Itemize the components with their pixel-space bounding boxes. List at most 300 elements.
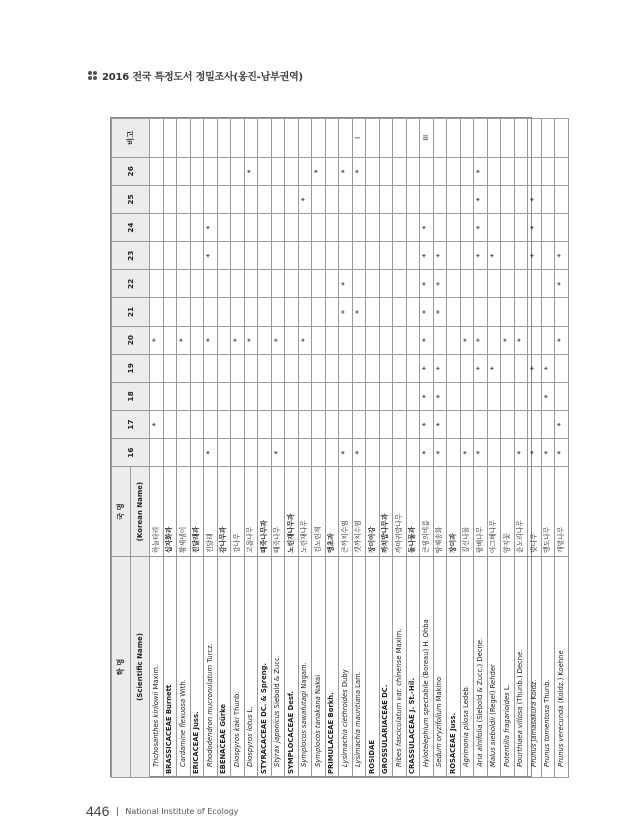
site-17-cell — [447, 411, 461, 439]
header-korean-name: 국 명 — [112, 467, 131, 557]
family-scientific-name — [406, 556, 420, 777]
note-cell — [163, 119, 177, 158]
site-26-cell — [501, 157, 515, 185]
site-19-cell — [339, 354, 353, 382]
site-21-cell — [190, 298, 204, 326]
site-16-cell — [393, 439, 407, 467]
site-25-cell — [366, 185, 380, 213]
site-20-cell — [325, 326, 339, 354]
site-18-cell — [231, 382, 245, 410]
site-22-cell — [501, 270, 515, 298]
scientific-name-text: ROSACEAE Juss. — [448, 712, 457, 774]
species-scientific-name — [298, 556, 312, 777]
note-cell — [339, 119, 353, 158]
scientific-name-text: CRASSULACEAE J. St.-Hil. — [408, 678, 417, 774]
authority-text: With. — [178, 679, 187, 697]
note-cell — [393, 119, 407, 158]
site-22-cell — [325, 270, 339, 298]
site-16-cell — [447, 439, 461, 467]
site-26-cell — [325, 157, 339, 185]
scientific-name-text: ROSIDAE — [367, 740, 376, 774]
authority-text: Koidz. — [529, 679, 538, 700]
site-24-cell — [406, 214, 420, 242]
site-22-cell — [190, 270, 204, 298]
site-25-cell — [325, 185, 339, 213]
site-16-cell: * — [555, 439, 569, 467]
site-16-cell — [177, 439, 191, 467]
korean-name: 감나무 — [231, 467, 245, 557]
site-23-cell — [163, 242, 177, 270]
site-17-cell — [406, 411, 420, 439]
site-21-cell — [244, 298, 258, 326]
site-25-cell — [177, 185, 191, 213]
page-header — [88, 68, 303, 82]
site-18-cell — [285, 382, 299, 410]
site-16-cell — [163, 439, 177, 467]
species-scientific-name — [541, 556, 555, 777]
table-row — [244, 119, 258, 778]
site-19-cell — [271, 354, 285, 382]
site-21-cell — [487, 298, 501, 326]
site-16-cell — [217, 439, 231, 467]
scientific-name-text: SYMPLOCACEAE Desf. — [286, 690, 295, 774]
note-cell — [487, 119, 501, 158]
site-17-cell — [231, 411, 245, 439]
authority-text: (Koidz.) Koehne — [556, 650, 565, 704]
table-row — [258, 119, 272, 778]
korean-name: 윤노리나무 — [514, 467, 528, 557]
site-22-cell: * — [433, 270, 447, 298]
table-row — [528, 119, 542, 778]
site-24-cell: * — [474, 214, 488, 242]
site-24-cell — [366, 214, 380, 242]
note-cell — [271, 119, 285, 158]
table-header-row — [112, 119, 131, 778]
site-22-cell — [217, 270, 231, 298]
site-20-cell — [487, 326, 501, 354]
site-22-cell — [163, 270, 177, 298]
site-26-cell — [190, 157, 204, 185]
site-23-cell: * — [528, 242, 542, 270]
species-scientific-name — [312, 556, 326, 777]
species-scientific-name — [433, 556, 447, 777]
site-25-cell — [393, 185, 407, 213]
site-26-cell — [366, 157, 380, 185]
site-26-cell: * — [352, 157, 366, 185]
korean-name: 큰까치수염 — [339, 467, 353, 557]
site-20-cell: * — [231, 326, 245, 354]
scientific-name-text: Trichosanthes kirilowii — [151, 691, 160, 767]
site-21-cell — [231, 298, 245, 326]
site-17-cell — [177, 411, 191, 439]
site-24-cell — [460, 214, 474, 242]
scientific-name-text: Sedum oryzifolium — [435, 703, 444, 767]
site-17-cell — [379, 411, 393, 439]
scientific-name-text: Prunus jamasakura — [529, 701, 538, 767]
scientific-name-text: STYRACACEAE DC. & Spreng. — [259, 663, 268, 774]
species-scientific-name — [460, 556, 474, 777]
site-16-cell: * — [514, 439, 528, 467]
authority-text: Siebold & Zucc. — [273, 655, 282, 709]
site-23-cell — [366, 242, 380, 270]
scientific-name-text: Ribes fasciculatum var. chinense — [394, 655, 403, 767]
header-site-18: 18 — [112, 382, 150, 410]
site-20-cell: * — [204, 326, 218, 354]
scientific-name-text: Prunus tomentosa — [543, 705, 552, 767]
table-row — [177, 119, 191, 778]
site-16-cell — [366, 439, 380, 467]
site-26-cell — [433, 157, 447, 185]
authority-text: Thunb. — [543, 679, 552, 703]
site-22-cell — [285, 270, 299, 298]
species-scientific-name — [393, 556, 407, 777]
authority-text: Makino — [435, 676, 444, 702]
site-23-cell: * — [433, 242, 447, 270]
site-26-cell — [258, 157, 272, 185]
authority-text: Nagam. — [300, 662, 309, 689]
site-22-cell — [447, 270, 461, 298]
site-17-cell — [204, 411, 218, 439]
site-18-cell — [244, 382, 258, 410]
site-17-cell — [271, 411, 285, 439]
site-26-cell — [217, 157, 231, 185]
family-scientific-name — [258, 556, 272, 777]
authority-text: Turcz. — [205, 643, 214, 663]
header-site-21: 21 — [112, 298, 150, 326]
site-19-cell — [312, 354, 326, 382]
table-body — [150, 119, 569, 778]
site-25-cell — [204, 185, 218, 213]
site-22-cell — [244, 270, 258, 298]
site-26-cell — [460, 157, 474, 185]
site-20-cell — [258, 326, 272, 354]
korean-name: 앵초과 — [325, 467, 339, 557]
table-row — [420, 119, 434, 778]
korean-name: 돌나물과 — [406, 467, 420, 557]
site-18-cell: * — [541, 382, 555, 410]
scientific-name-text: PRIMULACEAE Borkh. — [327, 692, 336, 774]
site-18-cell — [487, 382, 501, 410]
site-26-cell — [541, 157, 555, 185]
site-18-cell — [150, 382, 164, 410]
site-22-cell: * — [420, 270, 434, 298]
site-18-cell — [447, 382, 461, 410]
site-18-cell — [258, 382, 272, 410]
site-18-cell — [163, 382, 177, 410]
site-17-cell — [339, 411, 353, 439]
site-17-cell — [190, 411, 204, 439]
site-24-cell — [541, 214, 555, 242]
site-24-cell — [325, 214, 339, 242]
table-row — [366, 119, 380, 778]
note-cell: I — [352, 119, 366, 158]
site-21-cell — [541, 298, 555, 326]
family-scientific-name — [366, 556, 380, 777]
korean-name: 장미과 — [447, 467, 461, 557]
korean-name: 양지꽃 — [501, 467, 515, 557]
header-korean-name-en: (Korean Name) — [131, 467, 150, 557]
table-row — [406, 119, 420, 778]
family-scientific-name — [190, 556, 204, 777]
header-note: 비고 — [112, 119, 150, 158]
site-20-cell — [217, 326, 231, 354]
site-22-cell — [312, 270, 326, 298]
species-scientific-name — [271, 556, 285, 777]
table-row — [271, 119, 285, 778]
scientific-name-text: Prunus verecunda — [556, 705, 565, 767]
site-16-cell — [379, 439, 393, 467]
site-19-cell — [447, 354, 461, 382]
site-18-cell — [204, 382, 218, 410]
note-cell — [231, 119, 245, 158]
family-scientific-name — [163, 556, 177, 777]
site-18-cell: * — [433, 382, 447, 410]
site-19-cell — [555, 354, 569, 382]
note-cell — [217, 119, 231, 158]
site-23-cell — [447, 242, 461, 270]
site-24-cell — [150, 214, 164, 242]
site-23-cell — [339, 242, 353, 270]
site-17-cell — [460, 411, 474, 439]
site-19-cell — [217, 354, 231, 382]
site-20-cell — [528, 326, 542, 354]
site-19-cell: * — [487, 354, 501, 382]
site-23-cell — [244, 242, 258, 270]
table-row — [514, 119, 528, 778]
site-26-cell: * — [244, 157, 258, 185]
site-20-cell: * — [244, 326, 258, 354]
family-scientific-name — [379, 556, 393, 777]
korean-name: 황새냉이 — [177, 467, 191, 557]
site-21-cell — [177, 298, 191, 326]
table-row — [298, 119, 312, 778]
site-23-cell: * — [204, 242, 218, 270]
authority-text: (Regel) Rehder — [489, 664, 498, 715]
site-17-cell: * — [420, 411, 434, 439]
authority-text: Ledeb. — [462, 685, 471, 708]
site-16-cell — [325, 439, 339, 467]
header-site-23: 23 — [112, 242, 150, 270]
scientific-name-text: Symplocos sawafutagi — [300, 690, 309, 767]
site-19-cell — [244, 354, 258, 382]
site-25-cell — [271, 185, 285, 213]
site-23-cell — [285, 242, 299, 270]
site-20-cell — [312, 326, 326, 354]
table-row — [217, 119, 231, 778]
korean-name: 고욤나무 — [244, 467, 258, 557]
site-21-cell — [163, 298, 177, 326]
korean-name: 진달래과 — [190, 467, 204, 557]
site-23-cell — [393, 242, 407, 270]
table-row — [447, 119, 461, 778]
site-26-cell — [204, 157, 218, 185]
site-20-cell: * — [474, 326, 488, 354]
site-23-cell — [177, 242, 191, 270]
header-site-22: 22 — [112, 270, 150, 298]
species-scientific-name — [501, 556, 515, 777]
site-24-cell — [244, 214, 258, 242]
site-17-cell — [352, 411, 366, 439]
site-25-cell — [541, 185, 555, 213]
site-22-cell — [231, 270, 245, 298]
scientific-name-text: Potentilla fragarioides — [502, 692, 511, 767]
site-21-cell — [217, 298, 231, 326]
site-16-cell — [298, 439, 312, 467]
site-21-cell — [501, 298, 515, 326]
authority-text: Duby — [340, 669, 349, 688]
site-25-cell — [501, 185, 515, 213]
site-16-cell — [285, 439, 299, 467]
note-cell — [366, 119, 380, 158]
site-22-cell — [487, 270, 501, 298]
site-19-cell — [514, 354, 528, 382]
site-20-cell: * — [501, 326, 515, 354]
table-row — [433, 119, 447, 778]
site-23-cell — [325, 242, 339, 270]
site-22-cell — [379, 270, 393, 298]
scientific-name-text: Symplocos tanakana — [313, 696, 322, 767]
site-19-cell — [406, 354, 420, 382]
korean-name: 노린재나무과 — [285, 467, 299, 557]
species-table — [111, 118, 569, 778]
page-number: 446 — [86, 803, 110, 819]
site-17-cell — [366, 411, 380, 439]
site-18-cell: * — [420, 382, 434, 410]
site-21-cell: * — [352, 298, 366, 326]
site-23-cell — [231, 242, 245, 270]
site-21-cell — [555, 298, 569, 326]
korean-name: 노린재나무 — [298, 467, 312, 557]
korean-name: 때죽나무과 — [258, 467, 272, 557]
site-26-cell — [271, 157, 285, 185]
note-cell: III — [420, 119, 434, 158]
site-23-cell: * — [420, 242, 434, 270]
site-16-cell: * — [420, 439, 434, 467]
site-26-cell — [514, 157, 528, 185]
korean-name: 진달래 — [204, 467, 218, 557]
site-20-cell: * — [420, 326, 434, 354]
note-cell — [204, 119, 218, 158]
korean-name: 벚나무 — [528, 467, 542, 557]
site-19-cell — [325, 354, 339, 382]
site-26-cell: * — [312, 157, 326, 185]
site-22-cell: * — [339, 270, 353, 298]
site-25-cell — [420, 185, 434, 213]
site-23-cell — [217, 242, 231, 270]
site-24-cell — [258, 214, 272, 242]
site-22-cell — [474, 270, 488, 298]
site-16-cell: * — [433, 439, 447, 467]
korean-name: 까치밥나무과 — [379, 467, 393, 557]
site-20-cell — [447, 326, 461, 354]
site-17-cell — [474, 411, 488, 439]
scientific-name-text: Agrimonia pilosa — [462, 710, 471, 767]
site-20-cell: * — [514, 326, 528, 354]
family-scientific-name — [447, 556, 461, 777]
table-row — [312, 119, 326, 778]
table-row — [501, 119, 515, 778]
site-23-cell — [514, 242, 528, 270]
site-17-cell — [217, 411, 231, 439]
note-cell — [258, 119, 272, 158]
note-cell — [190, 119, 204, 158]
site-18-cell — [460, 382, 474, 410]
site-21-cell — [447, 298, 461, 326]
site-22-cell — [406, 270, 420, 298]
site-18-cell — [339, 382, 353, 410]
site-24-cell — [190, 214, 204, 242]
site-17-cell — [541, 411, 555, 439]
scientific-name-text: Aria alnifolia — [475, 724, 484, 767]
site-26-cell — [177, 157, 191, 185]
site-24-cell — [555, 214, 569, 242]
site-21-cell — [379, 298, 393, 326]
site-23-cell — [379, 242, 393, 270]
site-21-cell — [325, 298, 339, 326]
table-row — [487, 119, 501, 778]
site-23-cell: * — [474, 242, 488, 270]
site-16-cell — [501, 439, 515, 467]
site-22-cell: * — [555, 270, 569, 298]
site-24-cell: * — [204, 214, 218, 242]
site-20-cell — [541, 326, 555, 354]
note-cell — [460, 119, 474, 158]
table-row — [541, 119, 555, 778]
site-24-cell — [514, 214, 528, 242]
site-26-cell — [447, 157, 461, 185]
table-row — [460, 119, 474, 778]
korean-name: 까마귀밥나무 — [393, 467, 407, 557]
site-20-cell: * — [177, 326, 191, 354]
table-row — [325, 119, 339, 778]
site-17-cell: * — [150, 411, 164, 439]
site-22-cell — [528, 270, 542, 298]
site-19-cell: * — [528, 354, 542, 382]
site-25-cell — [258, 185, 272, 213]
site-24-cell — [393, 214, 407, 242]
site-19-cell — [150, 354, 164, 382]
site-26-cell — [487, 157, 501, 185]
site-16-cell: * — [352, 439, 366, 467]
table-row — [204, 119, 218, 778]
scientific-name-text: Cardamine flexuosa — [178, 698, 187, 767]
site-22-cell — [150, 270, 164, 298]
site-21-cell — [474, 298, 488, 326]
footer-publisher: National Institute of Ecology — [125, 806, 239, 816]
site-23-cell — [190, 242, 204, 270]
scientific-name-text: Hylotelephium spectabile — [421, 680, 430, 767]
authority-text: Nakai — [313, 674, 322, 695]
table-row — [393, 119, 407, 778]
site-19-cell — [177, 354, 191, 382]
site-18-cell — [393, 382, 407, 410]
site-25-cell — [352, 185, 366, 213]
site-22-cell — [393, 270, 407, 298]
site-18-cell — [555, 382, 569, 410]
site-22-cell — [541, 270, 555, 298]
site-21-cell: * — [420, 298, 434, 326]
site-16-cell: * — [204, 439, 218, 467]
species-scientific-name — [352, 556, 366, 777]
site-23-cell — [150, 242, 164, 270]
site-17-cell — [258, 411, 272, 439]
table-row — [379, 119, 393, 778]
site-16-cell: * — [339, 439, 353, 467]
authority-text: Thunb. — [232, 691, 241, 716]
site-25-cell — [312, 185, 326, 213]
site-22-cell — [366, 270, 380, 298]
site-16-cell — [150, 439, 164, 467]
